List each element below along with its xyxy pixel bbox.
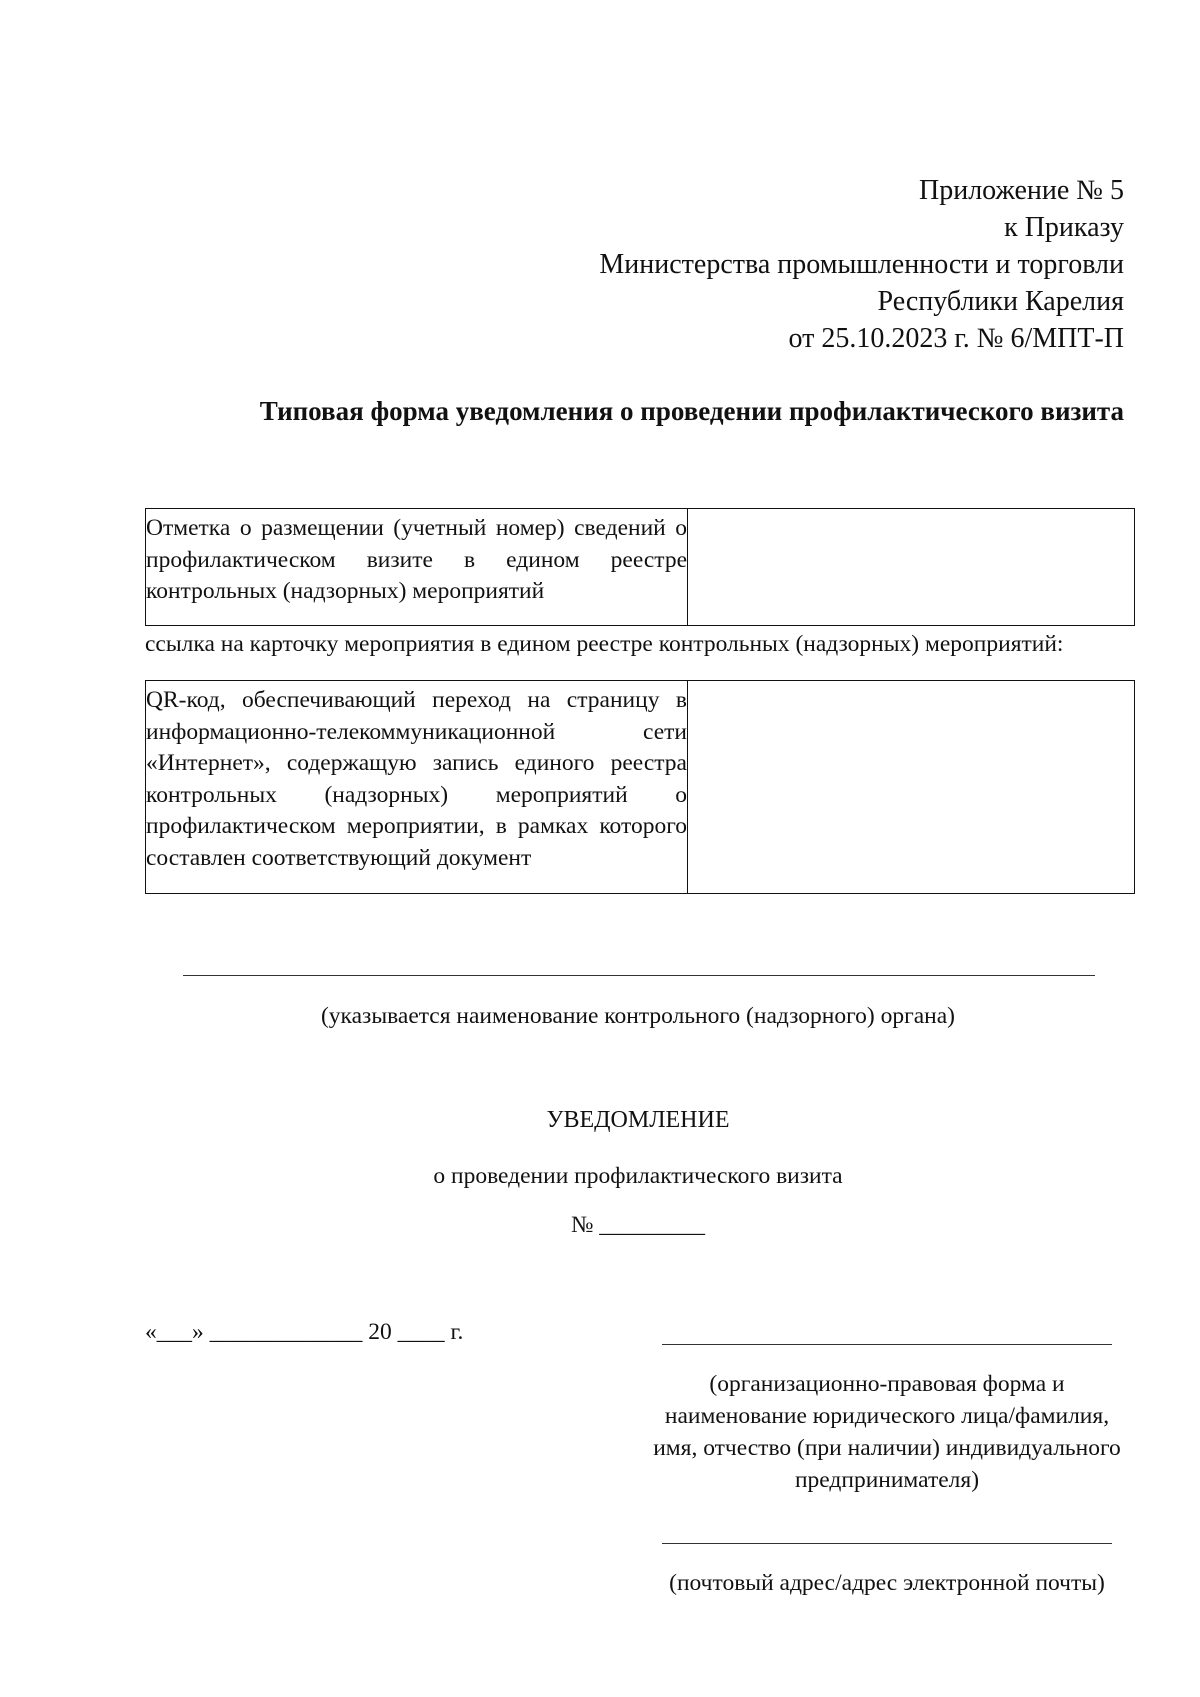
- recipient-caption-line: (организационно-правовая форма и: [709, 1371, 1065, 1397]
- org-caption: (указывается наименование контрольного (надзорного) органа): [320, 1003, 956, 1029]
- qr-value-cell: [688, 681, 1135, 894]
- appendix-line: Министерства промышленности и торговли: [599, 249, 1124, 280]
- recipient-caption-line: предпринимателя): [794, 1467, 980, 1493]
- recipient-caption-line: наименование юридического лица/фамилия,: [664, 1403, 1110, 1429]
- postal-caption: (почтовый адрес/адрес электронной почты): [669, 1570, 1105, 1596]
- notice-number: № _________: [570, 1212, 706, 1238]
- notice-subheading: о проведении профилактического визита: [433, 1163, 843, 1189]
- org-name-line: [183, 975, 1095, 976]
- registry-value-cell: [688, 509, 1135, 626]
- appendix-line: от 25.10.2023 г. № 6/МПТ-П: [788, 323, 1124, 354]
- qr-label-cell: QR-код, обеспечивающий переход на страницу в информационно-телекоммуникационной сети «Интернет», содержащую запись единого реестра контрольных (надзорных) мероприятий о профилактическом мероприятии, в рамках которого составлен соответствующий документ: [146, 681, 688, 894]
- recipient-caption-line: имя, отчество (при наличии) индивидуального: [653, 1435, 1121, 1461]
- appendix-line: Приложение № 5: [919, 175, 1124, 206]
- appendix-line: к Приказу: [1004, 212, 1124, 243]
- qr-table: [145, 680, 1135, 894]
- registry-label-cell: Отметка о размещении (учетный номер) сведений о профилактическом визите в едином реестре контрольных (надзорных) мероприятий: [146, 509, 688, 626]
- registry-link-text: ссылка на карточку мероприятия в едином реестре контрольных (надзорных) мероприятий:: [145, 631, 1064, 657]
- date-line: «___» _____________ 20 ____ г.: [145, 1319, 464, 1345]
- postal-address-line: [662, 1543, 1112, 1544]
- recipient-name-line: [662, 1344, 1112, 1345]
- appendix-block: [599, 172, 1124, 357]
- appendix-line: Республики Карелия: [877, 286, 1124, 317]
- recipient-caption: [620, 1368, 1154, 1496]
- document-title: Типовая форма уведомления о проведении профилактического визита: [259, 396, 1124, 426]
- notice-heading: УВЕДОМЛЕНИЕ: [546, 1107, 730, 1133]
- registry-table: [145, 508, 1135, 626]
